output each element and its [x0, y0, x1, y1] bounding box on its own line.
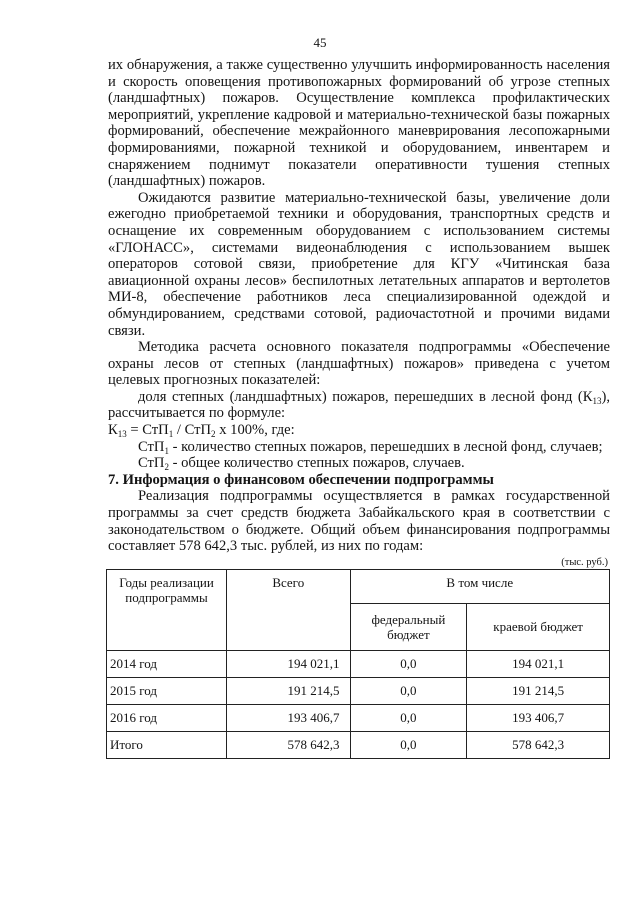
cell-federal: 0,0 — [350, 677, 467, 704]
cell-total: 578 642,3 — [227, 731, 351, 758]
formula-eq: = СтП — [126, 422, 169, 439]
header-including: В том числе — [350, 569, 609, 603]
paragraph-4 — [108, 389, 610, 422]
table-units: (тыс. руб.) — [561, 556, 608, 568]
cell-total: 191 214,5 — [227, 677, 351, 704]
cell-year: 2014 год — [107, 650, 227, 677]
formula-k-subscript: 13 — [117, 429, 127, 440]
table-row — [107, 704, 610, 731]
section-heading: 7. Информация о финансовом обеспечении подпрограммы — [108, 471, 494, 488]
cell-regional: 191 214,5 — [467, 677, 610, 704]
cell-federal: 0,0 — [350, 731, 467, 758]
definition-1 — [108, 439, 610, 456]
def-1-subscript: 1 — [164, 445, 169, 456]
cell-year: 2016 год — [107, 704, 227, 731]
cell-total: 194 021,1 — [227, 650, 351, 677]
cell-regional: 578 642,3 — [467, 731, 610, 758]
formula-k: К — [108, 422, 118, 439]
def-1-var: СтП — [138, 438, 165, 455]
def-2-subscript: 2 — [164, 462, 169, 473]
table-header-row-1 — [107, 569, 610, 603]
cell-year: 2015 год — [107, 677, 227, 704]
cell-regional: 193 406,7 — [467, 704, 610, 731]
def-2-var: СтП — [138, 455, 165, 472]
formula-s2-subscript: 2 — [211, 429, 216, 440]
paragraph-4-tail: ), рассчитывается по формуле: — [108, 388, 610, 422]
def-2-text: - общее количество степных пожаров, случаев. — [168, 455, 465, 472]
header-regional: краевой бюджет — [467, 603, 610, 650]
paragraph-4-text: доля степных (ландшафтных) пожаров, перешедших в лесной фонд (К — [138, 388, 593, 405]
formula-s1-subscript: 1 — [168, 429, 174, 440]
paragraph-5: Реализация подпрограммы осуществляется в рамках государственной программы за счет средств бюджета Забайкальского края в соответствии с законодательством о бюджете. Общий объем финансирования подпрограммы составляет 578 642,3 тыс. рублей, из них по годам: — [108, 488, 610, 555]
cell-regional: 194 021,1 — [467, 650, 610, 677]
page-number: 45 — [313, 35, 327, 50]
table-row-total — [107, 731, 610, 758]
paragraph-3: Методика расчета основного показателя подпрограммы «Обеспечение охраны лесов от степных (ландшафтных) пожаров» приведена с учетом целевых прогнозных показателей: — [108, 339, 610, 389]
formula — [108, 422, 610, 439]
body-text — [108, 57, 610, 759]
def-1-text: - количество степных пожаров, перешедших в лесной фонд, случаев; — [168, 438, 603, 455]
cell-year: Итого — [107, 731, 227, 758]
table-row — [107, 650, 610, 677]
k13-subscript: 13 — [592, 395, 602, 406]
table-row — [107, 677, 610, 704]
formula-div: / СтП — [173, 422, 212, 439]
financing-table — [106, 569, 610, 759]
cell-total: 193 406,7 — [227, 704, 351, 731]
cell-federal: 0,0 — [350, 704, 467, 731]
header-years: Годы реализации подпрограммы — [107, 569, 227, 650]
paragraph-1: их обнаружения, а также существенно улучшить информированность населения и скорость оповещения противопожарных формирований об угрозе степных (ландшафтных) пожаров. Осуществление комплекса профилактических мероприятий, укрепление кадровой и материально-технической базы пожарных формирований, обеспечение межрайонного маневрирования лесопожарными формированиями, пожарной техникой и оборудованием, инвентарем и снаряжением поднимут показатели оперативности тушения степных (ландшафтных) пожаров. — [108, 57, 610, 190]
paragraph-2: Ожидаются развитие материально-технической базы, увеличение доли ежегодно приобретаемой техники и оборудования, транспортных средств и оснащение их современным оборудованием с использованием системы «ГЛОНАСС», системами видеонаблюдения с использованием вышек операторов сотовой связи, приобретение для КГУ «Читинская база авиационной охраны лесов» беспилотных летательных аппаратов и вертолетов МИ-8, обеспечение работников леса специализированной одеждой и обмундированием, средствами сотовой, радиочастотной и прочими видами связи. — [108, 189, 610, 339]
formula-tail: х 100%, где: — [215, 422, 295, 439]
header-total: Всего — [227, 569, 351, 650]
cell-federal: 0,0 — [350, 650, 467, 677]
definition-2 — [108, 455, 610, 472]
header-federal: федеральный бюджет — [350, 603, 467, 650]
